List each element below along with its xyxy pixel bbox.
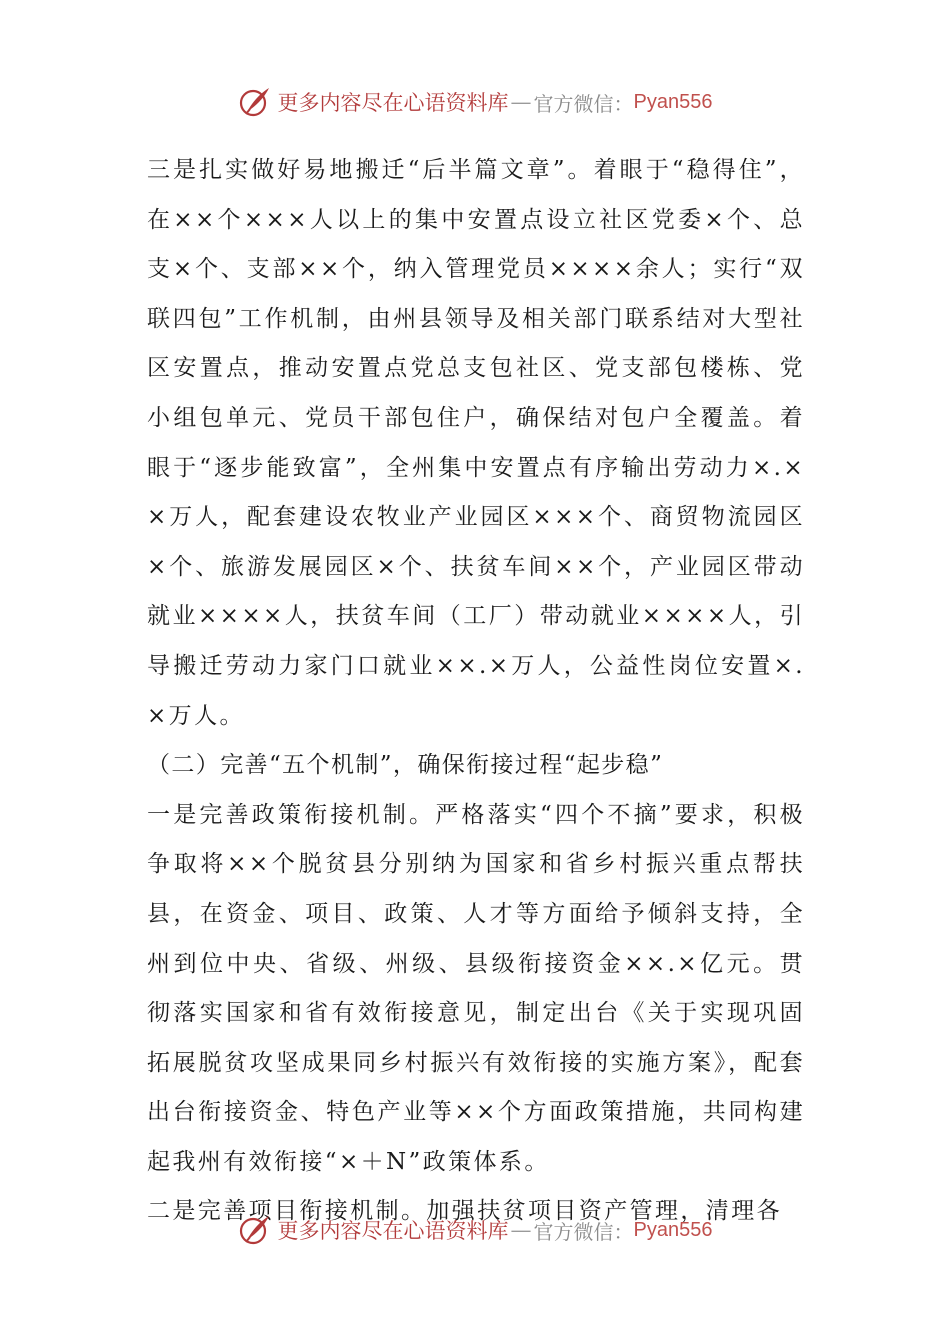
watermark-brand: 更多内容尽在心语资料库 bbox=[277, 91, 509, 115]
quill-logo-icon bbox=[238, 1213, 272, 1247]
watermark-wechat-label: 官方微信： bbox=[533, 91, 634, 116]
body-paragraph: 二是完善项目衔接机制。加强扶贫项目资产管理，清理各 bbox=[147, 1198, 782, 1225]
document-body bbox=[147, 146, 805, 1237]
watermark-handle: Pyan556 bbox=[633, 90, 713, 113]
watermark-dash: — bbox=[510, 1218, 532, 1242]
watermark-banner-top bbox=[0, 82, 950, 122]
watermark-brand: 更多内容尽在心语资料库 bbox=[277, 1219, 509, 1243]
body-paragraph: 三是扎实做好易地搬迁“后半篇文章”。着眼于“稳得住”，在××个×××人以上的集中安置点设立社区党委×个、总支×个、支部××个，纳入管理党员××××余人；实行“双联四包”工作机制，由州县领导及相关部门联系结对大型社区安置点，推动安置点党总支包社区、党支部包楼栋、党小组包单元、党员干部包住户，确保结对包户全覆盖。着眼于“逐步能致富”，全州集中安置点有序输出劳动力×.××万人，配套建设农牧业产业园区×××个、商贸物流园区×个、旅游发展园区×个、扶贫车间××个，产业园区带动就业××××人，扶贫车间（工厂）带动就业××××人，引导搬迁劳动力家门口就业××.×万人，公益性岗位安置×.×万人。 bbox=[147, 157, 805, 729]
watermark-dash: — bbox=[510, 90, 532, 114]
watermark-handle: Pyan556 bbox=[633, 1218, 713, 1241]
quill-logo-icon bbox=[238, 85, 272, 119]
watermark-wechat-label: 官方微信： bbox=[533, 1219, 634, 1244]
section-heading: （二）完善“五个机制”，确保衔接过程“起步稳” bbox=[147, 752, 664, 779]
watermark-banner-bottom bbox=[0, 1210, 950, 1250]
body-paragraph: 一是完善政策衔接机制。严格落实“四个不摘”要求，积极争取将××个脱贫县分别纳为国家和省乡村振兴重点帮扶县，在资金、项目、政策、人才等方面给予倾斜支持，全州到位中央、省级、州级、县级衔接资金××.×亿元。贯彻落实国家和省有效衔接意见，制定出台《关于实现巩固拓展脱贫攻坚成果同乡村振兴有效衔接的实施方案》，配套出台衔接资金、特色产业等××个方面政策措施，共同构建起我州有效衔接“×＋N”政策体系。 bbox=[147, 801, 805, 1175]
